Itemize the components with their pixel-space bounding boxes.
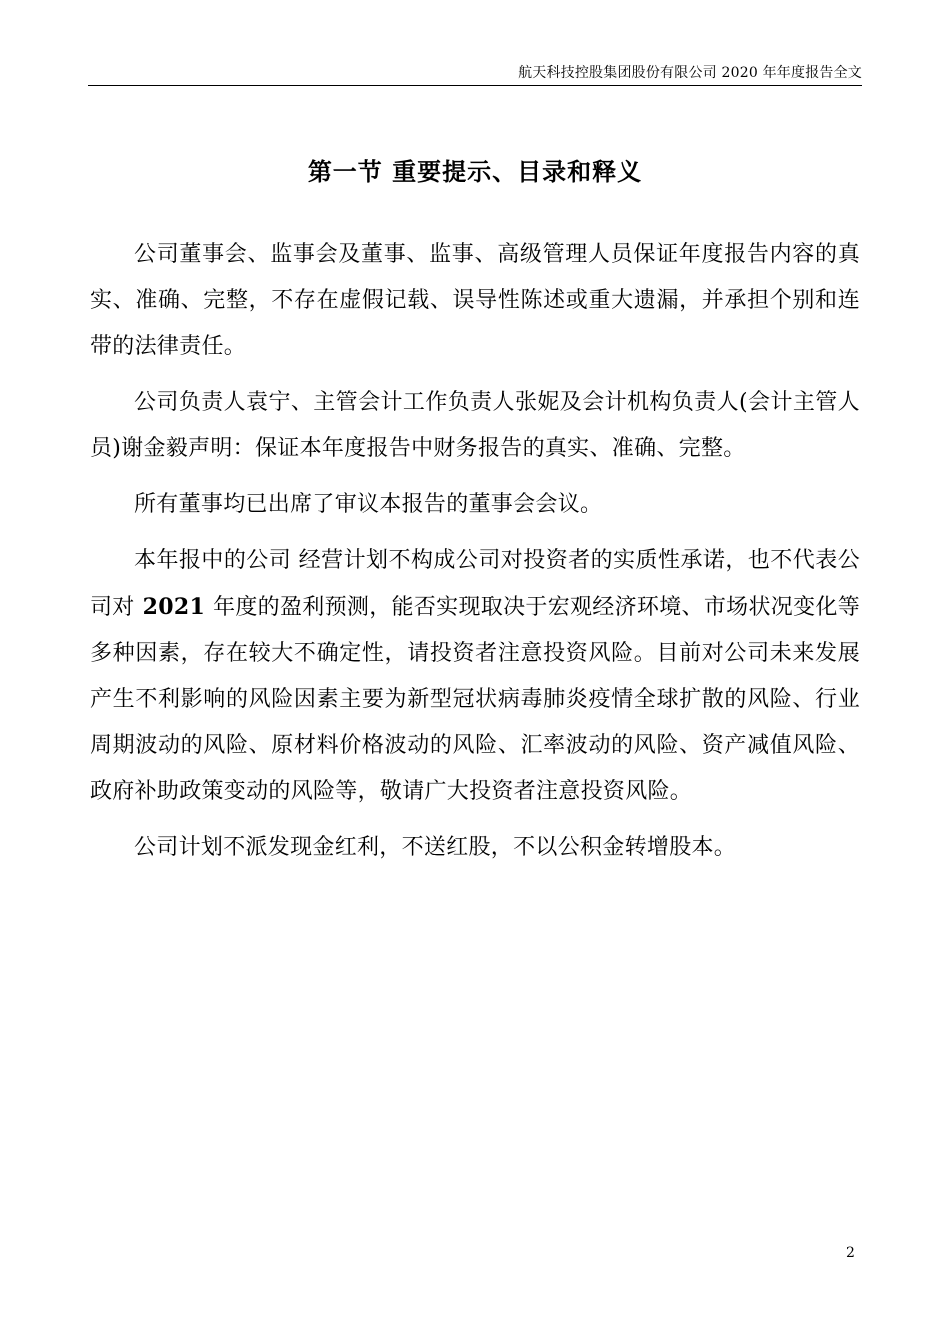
forecast-year: 2021: [142, 594, 206, 620]
paragraph-board-attendance: 所有董事均已出席了审议本报告的董事会会议。: [134, 492, 603, 517]
risk-warning-text-b: 年度的盈利预测，能否实现取决于宏观经济环境、市场状况变化等多种因素，存在较大不确定性，请投资者注意投资风险。目前对公司未来发展产生不利影响的风险因素主要为新型冠状病毒肺炎疫情全球扩散的风险、行业周期波动的风险、原材料价格波动的风险、汇率波动的风险、资产减值风险、政府补助政策变动的风险等，敬请广大投资者注意投资风险。: [90, 595, 860, 804]
paragraph-officers-declaration: 公司负责人袁宁、主管会计工作负责人张妮及会计机构负责人(会计主管人员)谢金毅声明：保证本年度报告中财务报告的真实、准确、完整。: [90, 390, 860, 461]
running-title: 航天科技控股集团股份有限公司 2020 年年度报告全文: [518, 65, 862, 81]
section-title: 第一节 重要提示、目录和释义: [307, 157, 643, 186]
page-header: [88, 62, 862, 86]
page-number: 2: [846, 1245, 855, 1261]
risk-warning-text-a: 本年报中的公司 经营计划不构成公司对投资者的实质性承诺，也不代表公司对: [90, 548, 860, 620]
document-body: [90, 232, 860, 881]
paragraph-risk-warning: [90, 538, 860, 815]
paragraph-responsibility-statement: 公司董事会、监事会及董事、监事、高级管理人员保证年度报告内容的真实、准确、完整，不存在虚假记载、误导性陈述或重大遗漏，并承担个别和连带的法律责任。: [90, 242, 860, 359]
paragraph-dividend-plan: 公司计划不派发现金红利，不送红股，不以公积金转增股本。: [134, 835, 737, 860]
